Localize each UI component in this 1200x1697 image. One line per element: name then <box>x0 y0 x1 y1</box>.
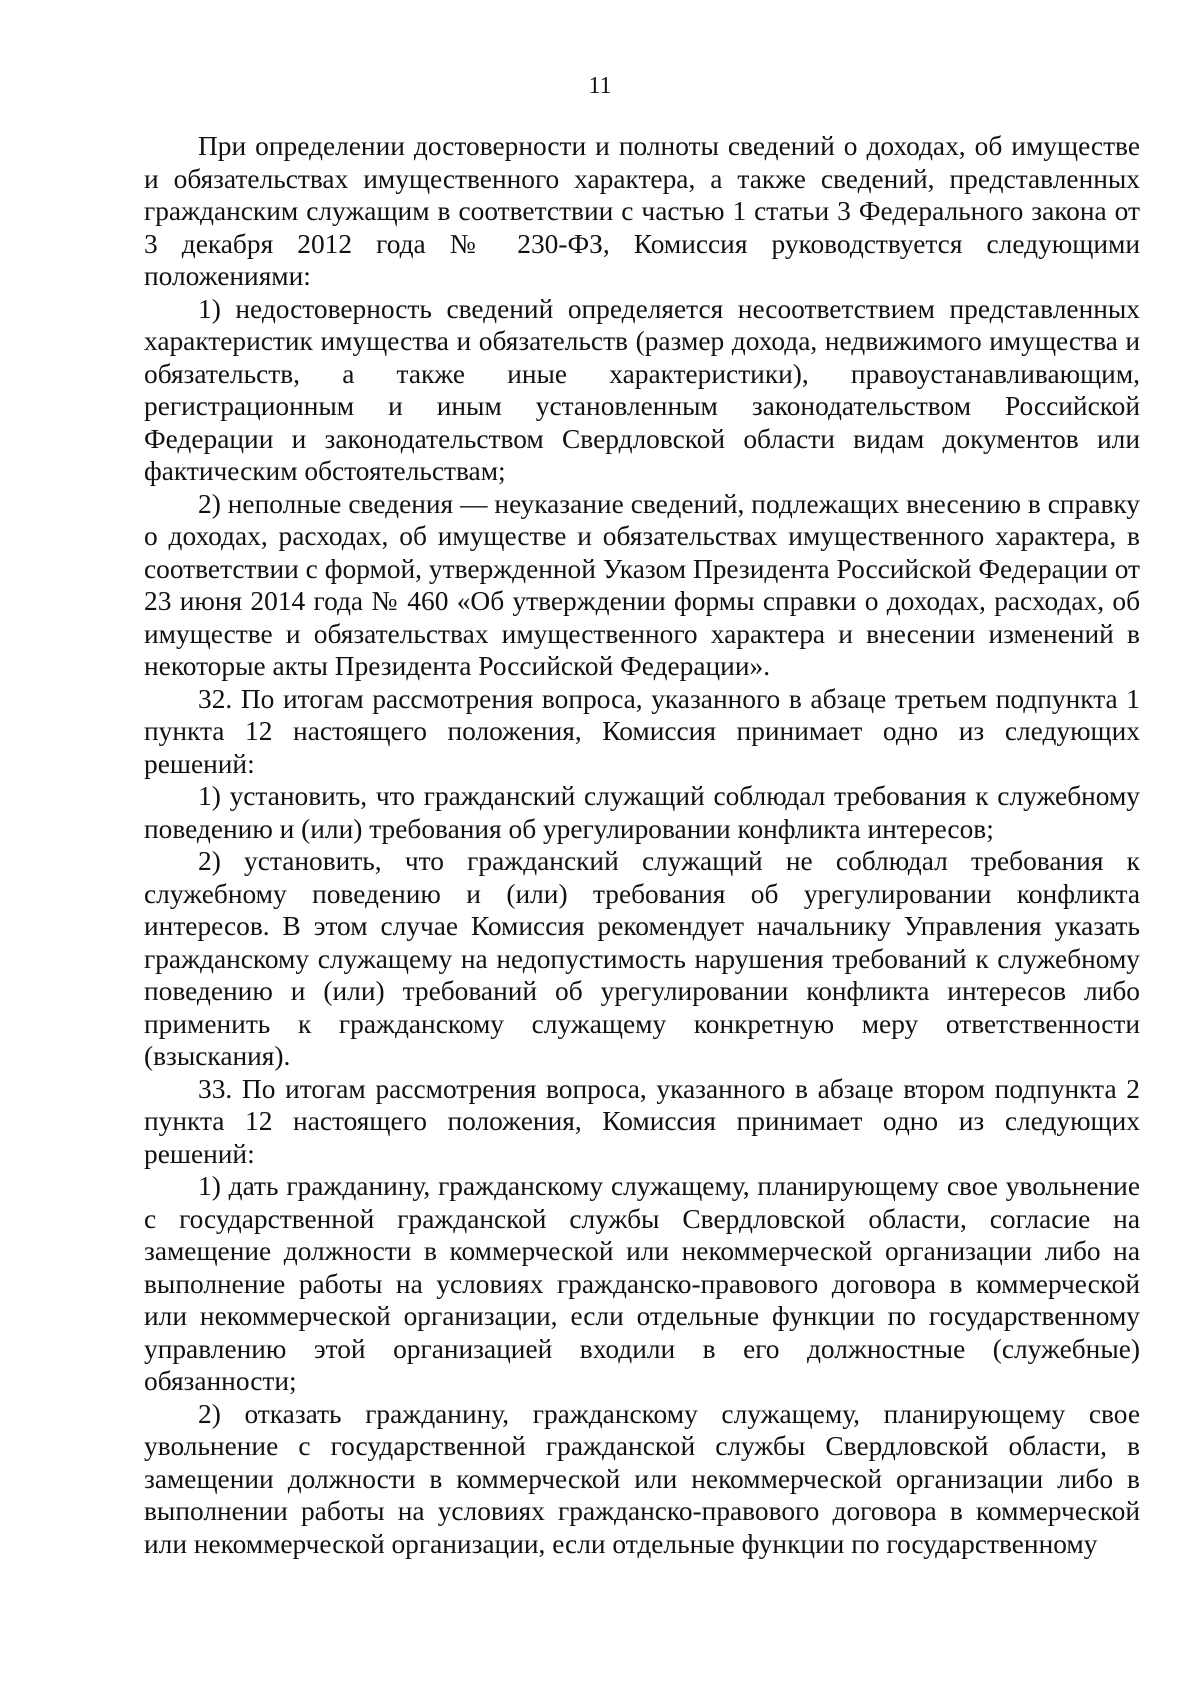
paragraph-item-2-incomplete-info: 2) неполные сведения — неуказание сведений, подлежащих внесению в справку о доходах, расходах, об имуществе и обязательствах имущественного характера, в соответствии с формой, утвержденной Указом Президента Российской Федерации от 23 июня 2014 года № 460 «Об утверждении формы справки о доходах, расходах, об имуществе и обязательствах имущественного характера и внесении изменений в некоторые акты Президента Российской Федерации». <box>144 488 1140 681</box>
paragraph-clause-32-item-1: 1) установить, что гражданский служащий соблюдал требования к служебному поведению и (или) требования об урегулировании конфликта интересов; <box>144 781 1140 844</box>
paragraph-clause-33-item-1: 1) дать гражданину, гражданскому служащему, планирующему свое увольнение с государственной гражданской службы Свердловской области, согласие на замещение должности в коммерческой или некоммерческой организации либо на выполнение работы на условиях гражданско-правового договора в коммерческой или некоммерческой организации, если отдельные функции по государственному управлению этой организацией входили в его должностные (служебные) обязанности; <box>144 1171 1140 1396</box>
document-body <box>144 130 1140 1560</box>
paragraph-clause-33-item-2: 2) отказать гражданину, гражданскому служащему, планирующему свое увольнение с государственной гражданской службы Свердловской области, в замещении должности в коммерческой или некоммерческой организации либо в выполнении работы на условиях гражданско-правового договора в коммерческой или некоммерческой организации, если отдельные функции по государственному <box>144 1398 1140 1559</box>
paragraph-clause-33: 33. По итогам рассмотрения вопроса, указанного в абзаце втором подпункта 2 пункта 12 настоящего положения, Комиссия принимает одно из следующих решений: <box>144 1073 1140 1169</box>
paragraph-item-1-unreliable-info: 1) недостоверность сведений определяется несоответствием представленных характеристик имущества и обязательств (размер дохода, недвижимого имущества и обязательств, а также иные характеристики), правоустанавливающим, регистрационным и иным установленным законодательством Российской Федерации и законодательством Свердловской области видам документов или фактическим обстоятельствам; <box>144 293 1140 486</box>
paragraph-clause-32: 32. По итогам рассмотрения вопроса, указанного в абзаце третьем подпункта 1 пункта 12 настоящего положения, Комиссия принимает одно из следующих решений: <box>144 683 1140 779</box>
paragraph-clause-32-item-2: 2) установить, что гражданский служащий не соблюдал требования к служебному поведению и (или) требования об урегулировании конфликта интересов. В этом случае Комиссия рекомендует начальнику Управления указать гражданскому служащему на недопустимость нарушения требований к служебному поведению и (или) требований об урегулировании конфликта интересов либо применить к гражданскому служащему конкретную меру ответственности (взыскания). <box>144 846 1140 1071</box>
paragraph-intro: При определении достоверности и полноты сведений о доходах, об имуществе и обязательствах имущественного характера, а также сведений, представленных гражданским служащим в соответствии с частью 1 статьи 3 Федерального закона от 3 декабря 2012 года № 230-ФЗ, Комиссия руководствуется следующими положениями: <box>144 131 1140 291</box>
page-number: 11 <box>588 73 612 99</box>
